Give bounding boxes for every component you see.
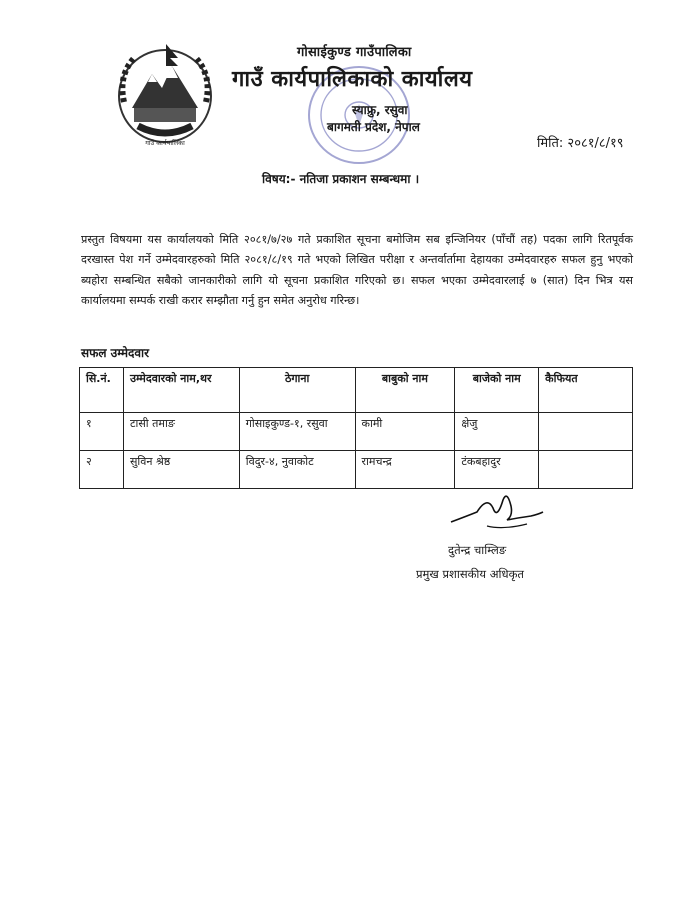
cell-candidate-name: टासी तमाङ (123, 413, 239, 451)
cell-candidate-name: सुविन श्रेष्ठ (123, 451, 239, 489)
col-remarks: कैफियत (539, 368, 633, 413)
col-address: ठेगाना (239, 368, 355, 413)
cell-address: विदुर-४, नुवाकोट (239, 451, 355, 489)
successful-candidates-heading: सफल उम्मेदवार (81, 346, 150, 360)
cell-grandfather-name: टंकबहादुर (455, 451, 539, 489)
cell-serial: १ (80, 413, 124, 451)
table-header-row (80, 368, 633, 413)
cell-father-name: रामचन्द्र (355, 451, 455, 489)
nepal-emblem-logo (108, 36, 222, 150)
letter-date: मिति: २०८१/८/१९ (537, 136, 624, 151)
municipality-name: गोसाईकुण्ड गाउँपालिका (297, 45, 412, 60)
cell-remarks (539, 413, 633, 451)
cell-father-name: कामी (355, 413, 455, 451)
letter-subject: विषय:- नतिजा प्रकाशन सम्बन्धमा । (262, 172, 420, 186)
office-title: गाउँ कार्यपालिकाको कार्यालय (232, 67, 473, 92)
body-paragraph: प्रस्तुत विषयमा यस कार्यालयको मिति २०८१/७/२७ गते प्रकाशित सूचना बमोजिम सब इन्जिनियर (पाँचौं तह) पदका लागि रितपूर्वक दरखास्त पेश गर्ने उम्मेदवारहरुको मिति २०८१/८/१९ गते भएको लिखित परीक्षा र अन्तर्वार्तामा देहायका उम्मेदवारहरु सफल हुनु भएको ब्यहोरा सम्बन्धित सबैको जानकारीको लागि यो सूचना प्रकाशित गरिएको छ। सफल भएका उम्मेदवारलाई ७ (सात) दिन भित्र यस कार्यालयमा सम्पर्क राखी करार सम्झौता गर्नु हुन समेत अनुरोध गरिन्छ। (81, 233, 633, 308)
results-table (79, 367, 633, 489)
signatory-designation: प्रमुख प्रशासकीय अधिकृत (416, 567, 524, 581)
col-father-name: बाबुको नाम (355, 368, 455, 413)
office-location: स्याफ्रु, रसुवा (352, 103, 408, 117)
cell-address: गोसाइकुण्ड-१, रसुवा (239, 413, 355, 451)
col-serial: सि.नं. (80, 368, 124, 413)
cell-serial: २ (80, 451, 124, 489)
table-row (80, 413, 633, 451)
col-candidate-name: उम्मेदवारको नाम,थर (123, 368, 239, 413)
svg-text:गाउँ कार्यपालिका: गाउँ कार्यपालिका (145, 139, 185, 147)
province-line: बागमती प्रदेश, नेपाल (327, 120, 420, 134)
table-row (80, 451, 633, 489)
handwritten-signature (447, 486, 547, 534)
col-grandfather-name: बाजेको नाम (455, 368, 539, 413)
cell-grandfather-name: क्षेजु (455, 413, 539, 451)
signatory-name: दुतेन्द्र चाम्लिङ (448, 543, 507, 557)
cell-remarks (539, 451, 633, 489)
